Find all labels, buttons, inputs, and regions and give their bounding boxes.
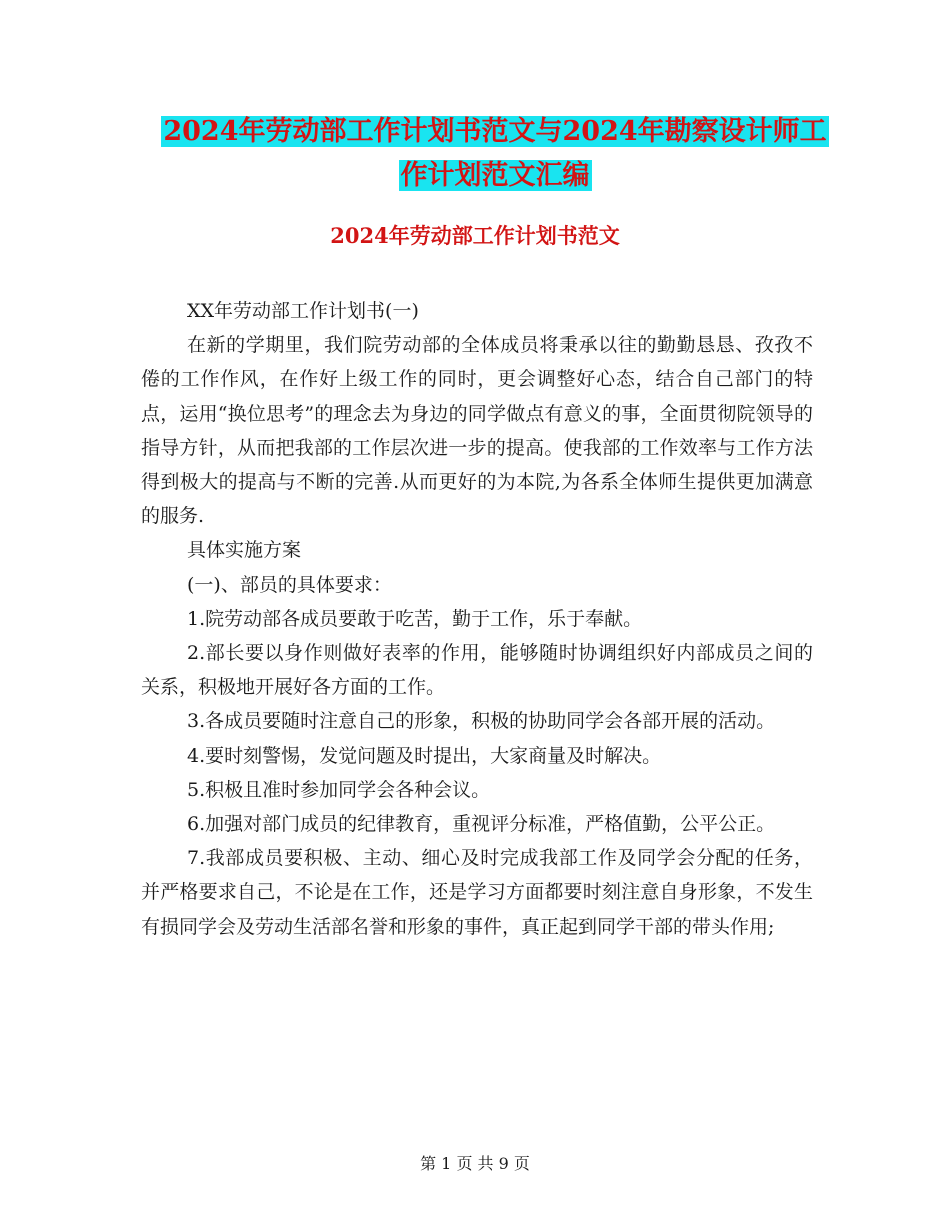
paragraph-requirements-heading: (一)、部员的具体要求：: [187, 573, 392, 596]
list-item-4: 4.要时刻警惕，发觉问题及时提出，大家商量及时解决。: [187, 744, 662, 767]
paragraph-intro: 在新的学期里，我们院劳动部的全体成员将秉承以往的勤勤恳恳、孜孜不倦的工作作风，在作好上级工作的同时，更会调整好心态，结合自己部门的特点，运用“换位思考”的理念去为身边的同学做点有意义的事，全面贯彻院领导的指导方针，从而把我部的工作层次进一步的提高。使我部的工作效率与工作方法得到极大的提高与不断的完善.从而更好的为本院,为各系全体师生提供更加满意的服务.: [141, 334, 813, 528]
list-item-6: 6.加强对部门成员的纪律教育，重视评分标准，严格值勤，公平公正。: [187, 813, 776, 836]
page-footer: 第 1 页 共 9 页: [420, 1154, 530, 1173]
list-item-5: 5.积极且准时参加同学会各种会议。: [187, 778, 491, 801]
list-item-7: 7.我部成员要积极、主动、细心及时完成我部工作及同学会分配的任务，并严格要求自己，不论是在工作，还是学习方面都要时刻注意自身形象，不发生有损同学会及劳动生活部名誉和形象的事件，真正起到同学干部的带头作用;: [141, 847, 813, 938]
document-body: [141, 294, 813, 944]
document-title: [140, 110, 850, 198]
paragraph-plan-heading: 具体实施方案: [187, 539, 302, 562]
list-item-2: 2.部长要以身作则做好表率的作用，能够随时协调组织好内部成员之间的关系，积极地开展好各方面的工作。: [141, 642, 813, 699]
list-item-1: 1.院劳动部各成员要敢于吃苦，勤于工作，乐于奉献。: [187, 607, 643, 630]
document-title-line-2: 作计划范文汇编: [400, 160, 590, 191]
paragraph-subtitle: XX年劳动部工作计划书(一): [187, 300, 419, 322]
section-title: 2024年劳动部工作计划书范文: [330, 223, 620, 248]
list-item-3: 3.各成员要随时注意自己的形象，积极的协助同学会各部开展的活动。: [187, 710, 776, 733]
document-title-line-1: 2024年劳动部工作计划书范文与2024年勘察设计师工: [163, 116, 827, 147]
